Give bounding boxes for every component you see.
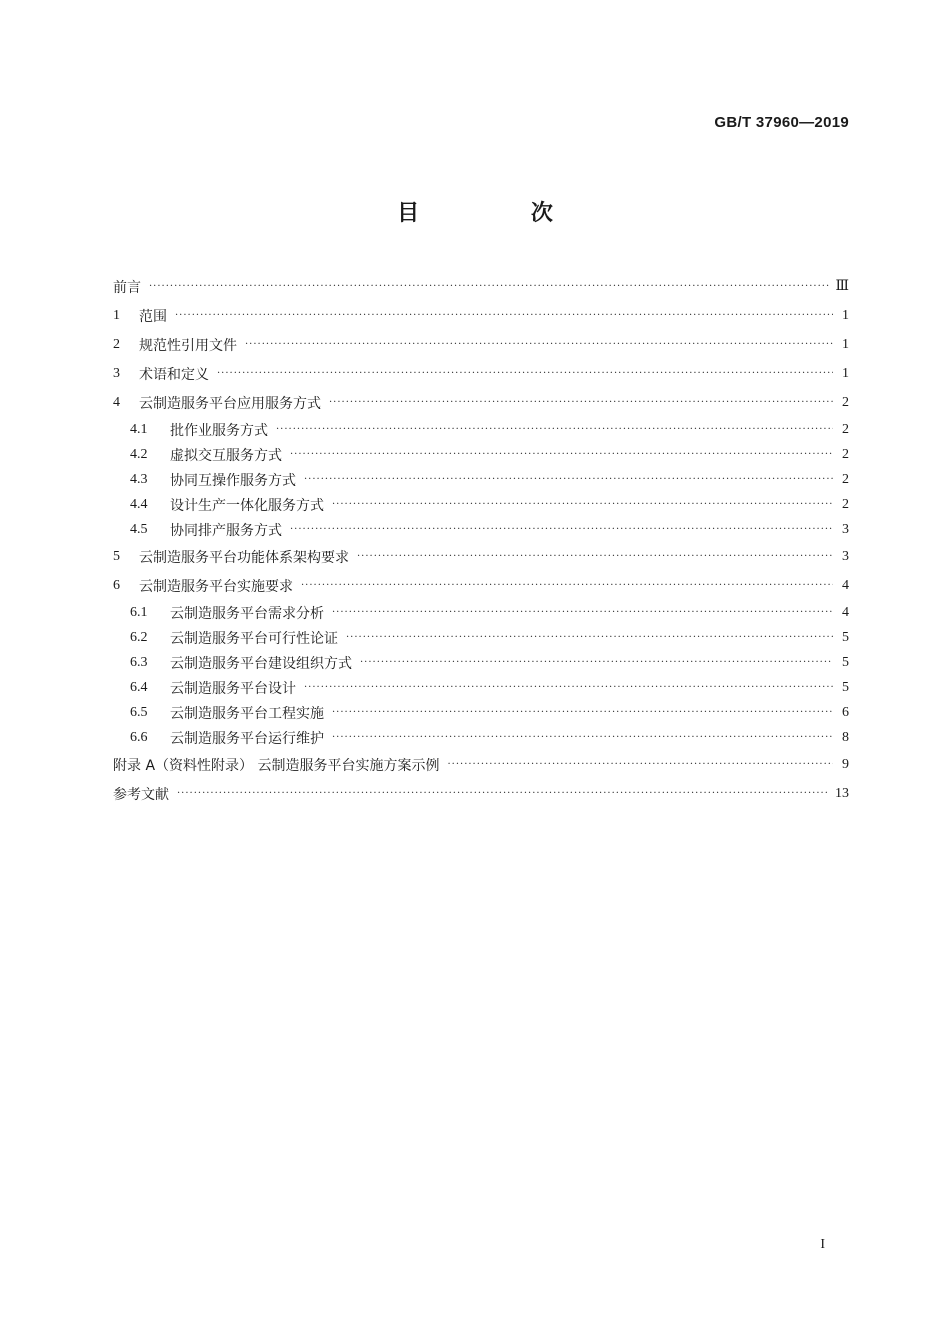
toc-entry-number: 5 [113, 548, 120, 564]
toc-entry-label: 前言 [113, 279, 141, 296]
toc-leader-dots [332, 731, 833, 745]
toc-entry-number: 2 [113, 336, 120, 352]
toc-entry-page: 9 [842, 756, 849, 772]
toc-entry-4-1[interactable] [113, 417, 849, 442]
toc-entry-6-5[interactable] [113, 700, 849, 725]
toc-entry-label: 云制造服务平台运行维护 [170, 730, 324, 747]
toc-leader-dots [245, 338, 833, 352]
toc-entry-label: 术语和定义 [139, 366, 209, 383]
toc-entry-label: 范围 [139, 308, 167, 325]
toc-leader-dots [357, 550, 833, 564]
toc-leader-dots [175, 309, 833, 323]
toc-entry-4-3[interactable] [113, 467, 849, 492]
toc-entry-page: 5 [842, 629, 849, 645]
toc-entry-6[interactable] [113, 571, 849, 600]
toc-entry-label: 批作业服务方式 [170, 422, 268, 439]
toc-entry-3[interactable] [113, 359, 849, 388]
toc-entry-foreword[interactable] [113, 272, 849, 301]
toc-entry-page: 2 [842, 421, 849, 437]
toc-leader-dots [360, 656, 833, 670]
toc-entry-page: Ⅲ [835, 279, 849, 294]
toc-entry-number: 3 [113, 365, 120, 381]
toc-entry-page: 3 [842, 521, 849, 537]
toc-entry-number: 6.3 [130, 654, 148, 670]
toc-entry-page: 2 [842, 496, 849, 512]
toc-entry-2[interactable] [113, 330, 849, 359]
toc-entry-number: 6.1 [130, 604, 148, 620]
toc-entry-6-1[interactable] [113, 600, 849, 625]
toc-entry-page: 5 [842, 679, 849, 695]
toc-entry-5[interactable] [113, 542, 849, 571]
toc-entry-page: 2 [842, 446, 849, 462]
toc-entry-6-2[interactable] [113, 625, 849, 650]
toc-entry-page: 2 [842, 471, 849, 487]
toc-entry-number: 4.1 [130, 421, 148, 437]
toc-entry-1[interactable] [113, 301, 849, 330]
toc-entry-label: 云制造服务平台需求分析 [170, 605, 324, 622]
toc-entry-number: 4.2 [130, 446, 148, 462]
toc-entry-4-5[interactable] [113, 517, 849, 542]
toc-entry-label: 参考文献 [113, 786, 169, 803]
standard-number: GB/T 37960—2019 [714, 114, 849, 131]
toc-entry-page: 1 [842, 307, 849, 323]
toc-entry-number: 6.2 [130, 629, 148, 645]
toc-entry-page: 2 [842, 394, 849, 410]
toc-leader-dots [290, 523, 833, 537]
toc-leader-dots [276, 423, 833, 437]
toc-entry-number: 6.6 [130, 729, 148, 745]
toc-leader-dots [329, 396, 833, 410]
toc-entry-label: 规范性引用文件 [139, 337, 237, 354]
toc-leader-dots [301, 579, 833, 593]
toc-entry-page: 1 [842, 336, 849, 352]
toc-leader-dots [304, 473, 833, 487]
toc-entry-number: 4.3 [130, 471, 148, 487]
toc-entry-page: 4 [842, 577, 849, 593]
toc-entry-number: 6 [113, 577, 120, 593]
toc-entry-label: 虚拟交互服务方式 [170, 447, 282, 464]
toc-entry-number: 6.5 [130, 704, 148, 720]
toc-leader-dots [304, 681, 833, 695]
toc-entry-label: 云制造服务平台建设组织方式 [170, 655, 352, 672]
toc-entry-page: 3 [842, 548, 849, 564]
page-number: I [820, 1237, 825, 1252]
toc-entry-number: 6.4 [130, 679, 148, 695]
toc-entry-number: 4.4 [130, 496, 148, 512]
toc-entry-page: 8 [842, 729, 849, 745]
toc-entry-number: 4 [113, 394, 120, 410]
toc-entry-number: 4.5 [130, 521, 148, 537]
toc-leader-dots [177, 787, 829, 801]
toc-entry-4[interactable] [113, 388, 849, 417]
toc-entry-6-4[interactable] [113, 675, 849, 700]
toc-entry-number: 1 [113, 307, 120, 323]
table-of-contents [113, 272, 849, 808]
toc-entry-label: 云制造服务平台功能体系架构要求 [139, 549, 349, 566]
toc-entry-label: 云制造服务平台工程实施 [170, 705, 324, 722]
toc-leader-dots [290, 448, 833, 462]
toc-entry-label: 云制造服务平台设计 [170, 680, 296, 697]
toc-entry-page: 4 [842, 604, 849, 620]
toc-entry-6-6[interactable] [113, 725, 849, 750]
toc-entry-page: 13 [835, 785, 849, 801]
toc-entry-page: 5 [842, 654, 849, 670]
toc-leader-dots [149, 280, 829, 294]
toc-leader-dots [217, 367, 833, 381]
toc-entry-label: 协同互操作服务方式 [170, 472, 296, 489]
toc-entry-4-4[interactable] [113, 492, 849, 517]
toc-leader-dots [346, 631, 833, 645]
toc-entry-label: 云制造服务平台应用服务方式 [139, 395, 321, 412]
toc-entry-page: 6 [842, 704, 849, 720]
toc-entry-appendix-a[interactable] [113, 750, 849, 779]
toc-entry-label: 云制造服务平台实施要求 [139, 578, 293, 595]
toc-entry-6-3[interactable] [113, 650, 849, 675]
toc-leader-dots [447, 758, 833, 772]
toc-entry-label: 设计生产一体化服务方式 [170, 497, 324, 514]
page-title: 目 次 [397, 201, 605, 226]
toc-entry-page: 1 [842, 365, 849, 381]
toc-leader-dots [332, 606, 833, 620]
toc-entry-label: 协同排产服务方式 [170, 522, 282, 539]
toc-leader-dots [332, 706, 833, 720]
toc-entry-label: 附录 A（资料性附录） 云制造服务平台实施方案示例 [113, 757, 440, 774]
toc-entry-label: 云制造服务平台可行性论证 [170, 630, 338, 647]
toc-leader-dots [332, 498, 833, 512]
toc-entry-bibliography[interactable] [113, 779, 849, 808]
toc-entry-4-2[interactable] [113, 442, 849, 467]
